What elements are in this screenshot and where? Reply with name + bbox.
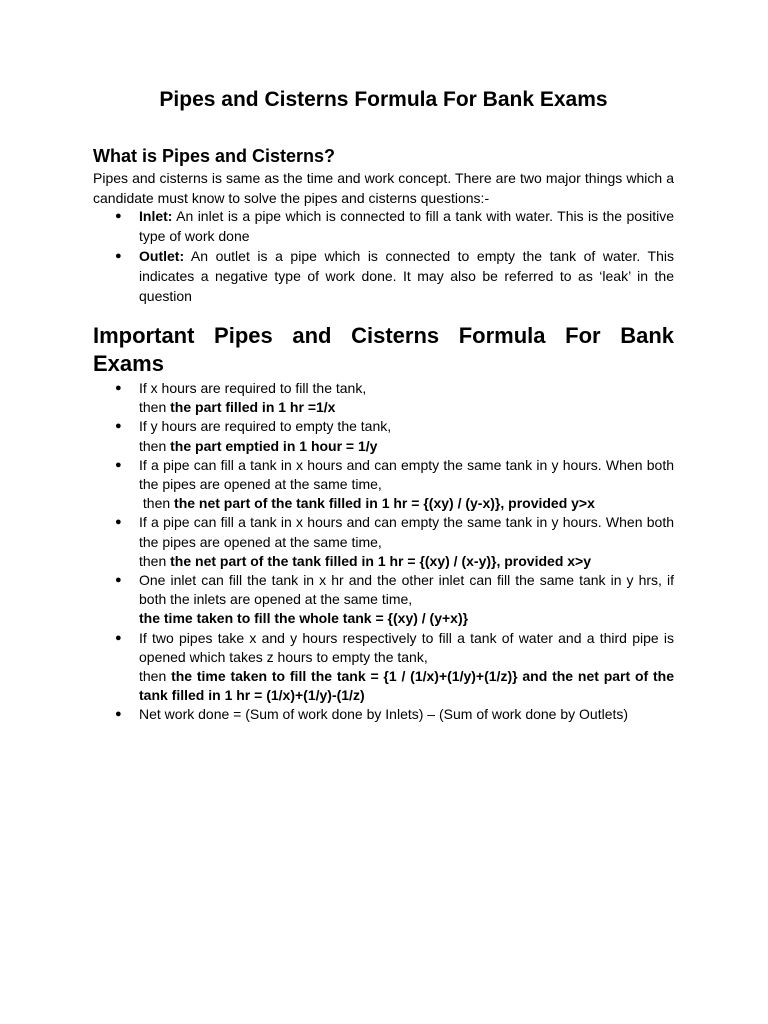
formula-prefix: then <box>139 668 172 685</box>
section-heading-important-formula: Important Pipes and Cisterns Formula For Bank Exams <box>93 323 674 376</box>
bullet-icon: ● <box>115 631 122 644</box>
formula-item-3 <box>93 456 674 514</box>
formula-condition: If y hours are required to empty the tank, <box>139 418 392 435</box>
formula-prefix: then <box>139 437 171 454</box>
formula-item-6 <box>93 629 674 706</box>
bullet-icon: ● <box>115 382 122 394</box>
formula-list <box>93 379 674 725</box>
formula-prefix: then <box>139 399 171 416</box>
formula-condition: If a pipe can fill a tank in x hours and can empty the same tank in y hours. When both the pipes are opened at the same time, <box>139 514 674 550</box>
formula-result: the net part of the tank filled in 1 hr = {(xy) / (x-y)}, provided x>y <box>170 552 592 569</box>
bullet-icon: ● <box>115 458 122 471</box>
formula-condition: If a pipe can fill a tank in x hours and can empty the same tank in y hours. When both the pipes are opened at the same time, <box>139 456 674 493</box>
definition-outlet: An outlet is a pipe which is connected to empty the tank of water. This indicates a negative type of work done. It may also be referred to as ‘leak’ in the question <box>139 248 674 304</box>
formula-condition: If two pipes take x and y hours respectively to fill a tank of water and a third pipe is opened which takes z hours to empty the tank, <box>139 629 674 665</box>
bullet-icon: ● <box>115 250 122 262</box>
formula-result: the time taken to fill the tank = {1 / (1/x)+(1/y)+(1/z)} and the net part of the tank filled in 1 hr = (1/x)+(1/y)-(1/z) <box>139 668 674 704</box>
formula-item-5 <box>93 571 674 629</box>
formula-item-4 <box>93 513 674 571</box>
intro-paragraph: Pipes and cisterns is same as the time and work concept. There are two major things which a candidate must know to solve the pipes and cisterns questions:- <box>93 170 674 206</box>
bullet-icon: ● <box>115 516 122 529</box>
formula-item-1 <box>93 379 674 417</box>
formula-item-2 <box>93 417 674 455</box>
term-inlet: Inlet: <box>139 208 173 224</box>
definition-list <box>93 206 674 306</box>
bullet-icon: ● <box>115 574 122 587</box>
bullet-icon: ● <box>115 420 122 433</box>
formula-result: the part filled in 1 hr =1/x <box>170 399 336 416</box>
bullet-icon: ● <box>115 708 122 721</box>
term-outlet: Outlet: <box>139 248 185 264</box>
formula-condition: Net work done = (Sum of work done by Inlets) – (Sum of work done by Outlets) <box>139 706 629 723</box>
bullet-icon: ● <box>115 210 122 222</box>
list-item-outlet <box>93 246 674 306</box>
formula-result: the part emptied in 1 hour = 1/y <box>170 437 378 454</box>
list-item-inlet <box>93 206 674 246</box>
formula-condition: If x hours are required to fill the tank, <box>139 380 367 396</box>
formula-item-7 <box>93 705 674 724</box>
definition-inlet: An inlet is a pipe which is connected to fill a tank with water. This is the positive type of work done <box>139 208 674 244</box>
section-heading-what-is: What is Pipes and Cisterns? <box>93 146 336 166</box>
formula-prefix: then <box>139 495 175 512</box>
formula-condition: One inlet can fill the tank in x hr and the other inlet can fill the same tank in y hrs, if both the inlets are opened at the same time, <box>139 572 674 608</box>
formula-result: the time taken to fill the whole tank = {(xy) / (y+x)} <box>139 610 469 627</box>
formula-prefix: then <box>139 552 171 569</box>
document-title: Pipes and Cisterns Formula For Bank Exams <box>159 88 608 111</box>
formula-result: the net part of the tank filled in 1 hr = {(xy) / (y-x)}, provided y>x <box>174 495 595 512</box>
